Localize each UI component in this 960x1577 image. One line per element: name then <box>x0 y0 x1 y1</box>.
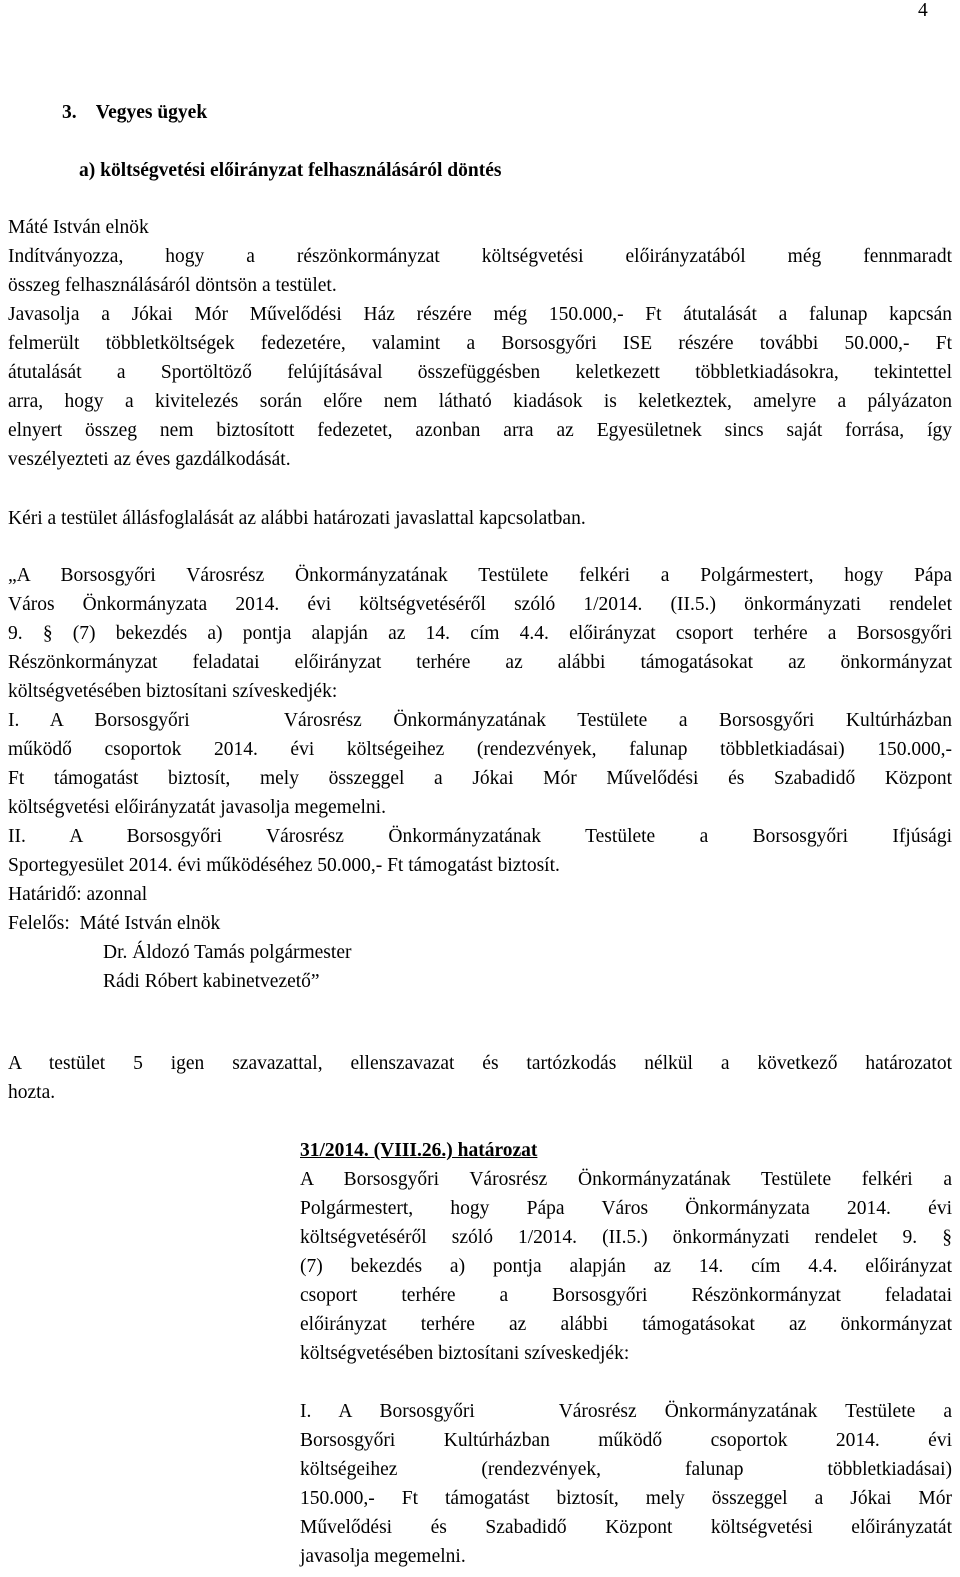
draft-line: Sportegyesület 2014. évi működéséhez 50.000,- Ft támogatást biztosít. <box>8 855 560 876</box>
resolution-line: költségvetéséről szóló 1/2014. (II.5.) önkormányzati rendelet 9. § <box>300 1227 952 1248</box>
request-text: Kéri a testület állásfoglalását az alábbi határozati javaslattal kapcsolatban. <box>8 508 586 529</box>
proposal-line: Javasolja a Jókai Mór Művelődési Ház részére még 150.000,- Ft átutalását a falunap kapcsán <box>8 304 952 325</box>
draft-line: Részönkormányzat feladatai előirányzat terhére az alábbi támogatásokat az önkormányzat <box>8 652 952 673</box>
proposal-line: arra, hogy a kivitelezés során előre nem látható kiadások is keletkeztek, amelyre a pályázaton <box>8 391 952 412</box>
draft-line: I. A Borsosgyőri Városrész Önkormányzatának Testülete a Borsosgyőri Kultúrházban <box>8 710 952 731</box>
draft-line: „A Borsosgyőri Városrész Önkormányzatának Testülete felkéri a Polgármestert, hogy Pápa <box>8 565 952 586</box>
resolution-block <box>300 1136 952 1368</box>
responsible-line: Dr. Áldozó Tamás polgármester <box>103 942 352 963</box>
draft-line: költségvetési előirányzatát javasolja megemelni. <box>8 797 386 818</box>
vote-line: A testület 5 igen szavazattal, ellenszavazat és tartózkodás nélkül a következő határozatot <box>8 1053 952 1074</box>
responsible-line: Rádi Róbert kabinetvezető” <box>103 971 320 992</box>
resolution-line: A Borsosgyőri Városrész Önkormányzatának Testülete felkéri a <box>300 1169 952 1190</box>
proposal-line: Indítványozza, hogy a részönkormányzat költségvetési előirányzatából még fennmaradt <box>8 246 952 267</box>
resolution-item-line: 150.000,- Ft támogatást biztosít, mely összeggel a Jókai Mór <box>300 1488 952 1509</box>
resolution-line: csoport terhére a Borsosgyőri Részönkormányzat feladatai <box>300 1285 952 1306</box>
draft-line: 9. § (7) bekezdés a) pontja alapján az 14. cím 4.4. előirányzat csoport terhére a Borsosgyőri <box>8 623 952 644</box>
section-title: 3. Vegyes ügyek <box>62 102 208 123</box>
resolution-item-line: Borsosgyőri Kultúrházban működő csoportok 2014. évi <box>300 1430 952 1451</box>
deadline-line: Határidő: azonnal <box>8 884 148 905</box>
resolution-item-1 <box>300 1397 952 1571</box>
resolution-line: költségvetésében biztosítani szíveskedjék: <box>300 1343 630 1364</box>
draft-line: Város Önkormányzata 2014. évi költségvetéséről szóló 1/2014. (II.5.) önkormányzati rendelet <box>8 594 952 615</box>
draft-line: Ft támogatást biztosít, mely összeggel a Jókai Mór Művelődési és Szabadidő Központ <box>8 768 952 789</box>
proposal-paragraph <box>8 242 952 474</box>
resolution-line: Polgármestert, hogy Pápa Város Önkormányzata 2014. évi <box>300 1198 952 1219</box>
resolution-item-line: javasolja megemelni. <box>300 1546 466 1567</box>
draft-line: működő csoportok 2014. évi költségeihez (rendezvények, falunap többletkiadásai) 150.000,- <box>8 739 952 760</box>
vote-paragraph <box>8 1049 952 1107</box>
resolution-number: 31/2014. (VIII.26.) határozat <box>300 1140 538 1161</box>
responsible-line: Felelős: Máté István elnök <box>8 913 221 934</box>
draft-resolution <box>8 561 952 996</box>
resolution-line: előirányzat terhére az alábbi támogatásokat az önkormányzat <box>300 1314 952 1335</box>
subsection-title: a) költségvetési előirányzat felhasználásáról döntés <box>79 160 502 181</box>
proposal-line: elnyert összeg nem biztosított fedezetet, azonban arra az Egyesületnek sincs saját forrása, így <box>8 420 952 441</box>
draft-line: költségvetésében biztosítani szíveskedjék: <box>8 681 338 702</box>
resolution-item-line: Művelődési és Szabadidő Központ költségvetési előirányzatát <box>300 1517 952 1538</box>
proposal-line: összeg felhasználásáról döntsön a testület. <box>8 275 337 296</box>
proposal-line: veszélyezteti az éves gazdálkodását. <box>8 449 291 470</box>
proposal-line: átutalását a Sportöltöző felújításával összefüggésben keletkezett többletkiadásokra, tekintettel <box>8 362 952 383</box>
vote-line: hozta. <box>8 1082 56 1103</box>
page-number: 4 <box>918 0 928 21</box>
speaker-name: Máté István elnök <box>8 217 149 238</box>
draft-line: II. A Borsosgyőri Városrész Önkormányzatának Testülete a Borsosgyőri Ifjúsági <box>8 826 952 847</box>
resolution-line: (7) bekezdés a) pontja alapján az 14. cím 4.4. előirányzat <box>300 1256 952 1277</box>
proposal-line: felmerült többletköltségek fedezetére, valamint a Borsosgyőri ISE részére további 50.000,- Ft <box>8 333 952 354</box>
resolution-item-line: költségeihez (rendezvények, falunap többletkiadásai) <box>300 1459 952 1480</box>
resolution-item-line: I. A Borsosgyőri Városrész Önkormányzatának Testülete a <box>300 1401 952 1422</box>
